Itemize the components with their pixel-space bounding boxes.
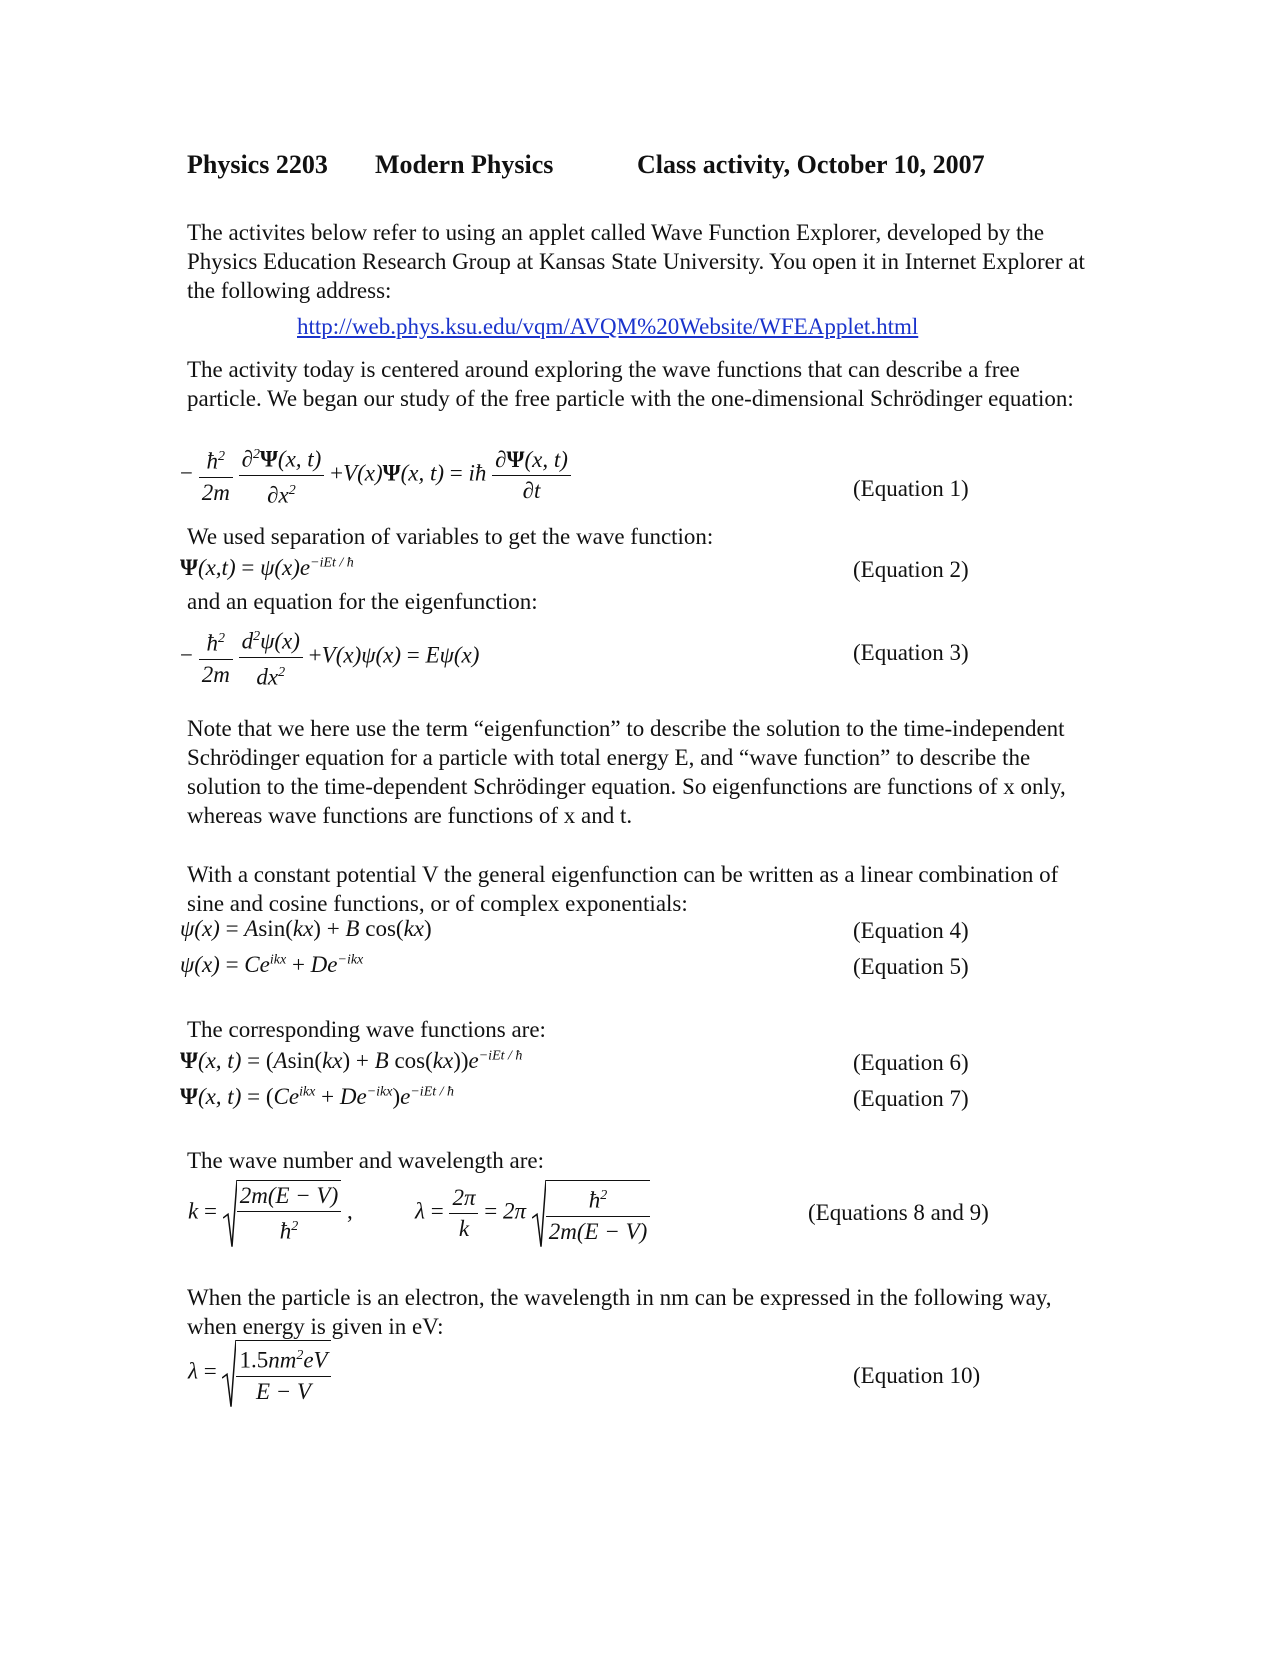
equation-2: $\Psi(x,t) = \psi(x)e^{-iEt / ħ}$ bbox=[180, 555, 354, 580]
equation-5-label: (Equation 5) bbox=[853, 954, 969, 979]
course-number: Physics 2203 bbox=[187, 150, 328, 179]
equation-7-label: (Equation 7) bbox=[853, 1086, 969, 1111]
equation-5: $\psi(x) = Ce^{ikx} + De^{-ikx}$ bbox=[180, 952, 364, 977]
constant-potential-paragraph: With a constant potential V the general eigenfunction can be written as a linear combination of sine and cosine functions, or of complex exponentials: bbox=[187, 862, 1059, 916]
eigen-intro-text: and an equation for the eigenfunction: bbox=[187, 589, 538, 614]
equation-8: k = $\frac{2m(E - V)}{ħ^2}$ , bbox=[188, 1180, 353, 1247]
equation-1: − $\frac{ħ^2}{2m}$ $\frac{\partial^2\Psi(x, t)}{\partial x^2}$ +V(x)Ψ(x, t) = iħ $\frac{\partial\Psi(x, t)}{\partial t}$ bbox=[180, 440, 571, 510]
equation-10-label: (Equation 10) bbox=[853, 1363, 981, 1388]
equation-1-label: (Equation 1) bbox=[853, 476, 969, 501]
equation-2-label: (Equation 2) bbox=[853, 557, 969, 582]
wavenumber-text: The wave number and wavelength are: bbox=[187, 1148, 544, 1173]
equation-9: λ = $\frac{2\pi}{k}$ = 2π $\frac{ħ^2}{2m(E - V)}$ bbox=[415, 1180, 650, 1247]
equation-6: Ψ(x, t) = (Asin(kx) + B $\cos(kx))e^{-iEt / ħ}$ bbox=[180, 1048, 523, 1073]
intro-paragraph: The activites below refer to using an applet called Wave Function Explorer, developed by the Physics Education Research Group at Kansas State University. You open it in Internet Explorer at the following address: bbox=[187, 220, 1085, 303]
equations-8-9-label: (Equations 8 and 9) bbox=[808, 1200, 989, 1225]
activity-date: Class activity, October 10, 2007 bbox=[637, 150, 985, 179]
applet-link[interactable]: http://web.phys.ksu.edu/vqm/AVQM%20Website/WFEApplet.html bbox=[297, 314, 919, 339]
corresponding-text: The corresponding wave functions are: bbox=[187, 1017, 546, 1042]
equation-6-label: (Equation 6) bbox=[853, 1050, 969, 1075]
equation-3-label: (Equation 3) bbox=[853, 640, 969, 665]
activity-paragraph: The activity today is centered around exploring the wave functions that can describe a free particle. We began our study of the free particle with the one-dimensional Schrödinger equation: bbox=[187, 357, 1074, 411]
separation-text: We used separation of variables to get the wave function: bbox=[187, 524, 714, 549]
course-subject: Modern Physics bbox=[375, 150, 554, 179]
equation-4: ψ(x) = Asin(kx) + B cos(kx) bbox=[180, 916, 432, 941]
note-paragraph: Note that we here use the term “eigenfunction” to describe the solution to the time-independent Schrödinger equation for a particle with total energy E, and “wave function” to describe the solution to the time-dependent Schrödinger equation. So eigenfunctions are functions of x only, whereas wave functions are functions of x and t. bbox=[187, 716, 1066, 828]
electron-paragraph: When the particle is an electron, the wavelength in nm can be expressed in the following way, when energy is given in eV: bbox=[187, 1285, 1052, 1339]
equation-7: Ψ(x, $t) = (Ce^{ikx} + De^{-ikx})e^{-iEt / ħ}$ bbox=[180, 1084, 455, 1109]
document-title bbox=[187, 150, 985, 180]
equation-10: λ = $\frac{1.5nm^2eV}{E - V}$ bbox=[188, 1340, 331, 1407]
equation-4-label: (Equation 4) bbox=[853, 918, 969, 943]
equation-3: − $\frac{ħ^2}{2m}$ $\frac{d^2\psi(x)}{dx^2}$ +V(x)ψ(x) = Eψ(x) bbox=[180, 622, 479, 692]
